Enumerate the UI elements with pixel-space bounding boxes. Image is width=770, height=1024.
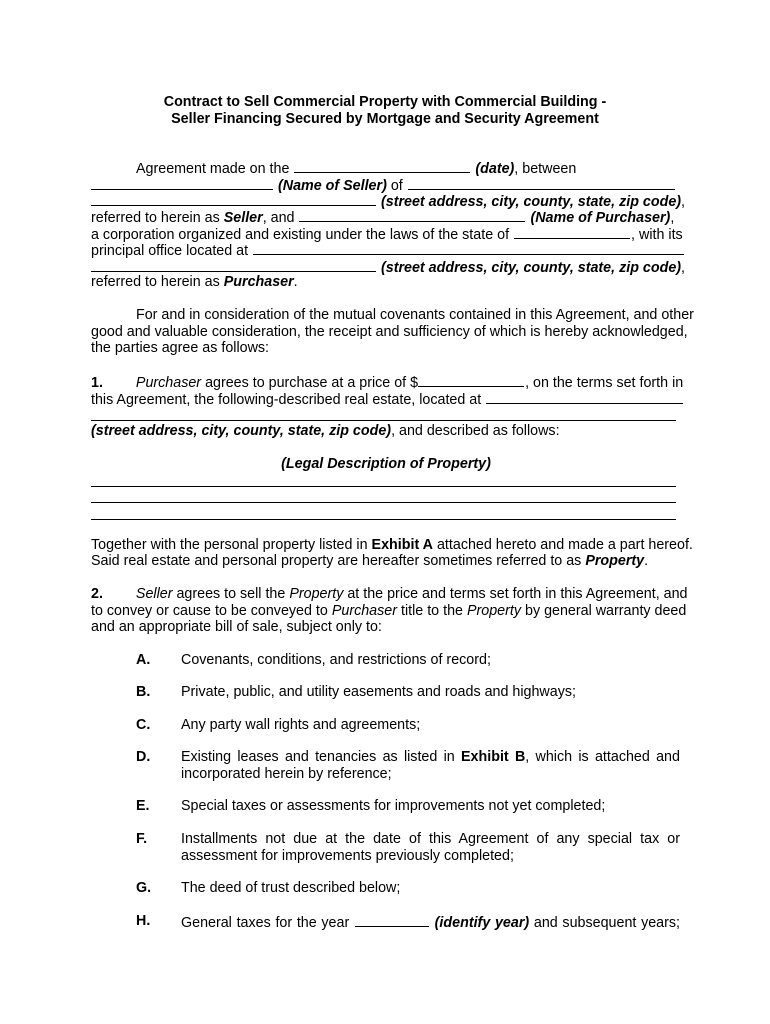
item-a-letter: A. [136, 652, 151, 668]
legal-description-blank-2[interactable] [91, 502, 676, 503]
item-e-letter: E. [136, 798, 150, 814]
document-title-line-1: Contract to Sell Commercial Property with Commercial Building - [163, 94, 607, 110]
intro-line-4: referred to herein as Seller, and (Name of Purchaser), [91, 210, 675, 226]
intro-line-6: principal office located at [91, 241, 681, 260]
item-e-text: Special taxes or assessments for improvements not yet completed; [181, 798, 606, 814]
item-f-text-line-1: Installments not due at the date of this Agreement of any special tax or [181, 831, 680, 847]
item-g-letter: G. [136, 880, 152, 896]
section-2-line-3: and an appropriate bill of sale, subject only to: [91, 619, 382, 635]
principal-office-blank-2[interactable] [91, 258, 376, 272]
item-b-letter: B. [136, 684, 151, 700]
item-h-letter: H. [136, 913, 151, 929]
intro-line-7: (street address, city, county, state, zip code), [91, 258, 681, 277]
section-1-line-1: 1. Purchaser agrees to purchase at a price of $ , on the terms set forth in [91, 375, 684, 391]
item-c-letter: C. [136, 717, 151, 733]
exhibit-b: Exhibit B [461, 749, 526, 765]
location-blank-2[interactable] [91, 420, 676, 421]
intro-line-5: a corporation organized and existing under the laws of the state of , with its [91, 227, 683, 243]
section-1-purchaser: Purchaser [135, 375, 202, 391]
section-2-number: 2. [91, 586, 103, 602]
legal-description-blank-1[interactable] [91, 486, 676, 487]
purchaser-term: Purchaser [223, 274, 294, 290]
year-blank[interactable] [355, 913, 429, 927]
street-address-label-seller: (street address, city, county, state, zip code) [380, 194, 682, 210]
property-term: Property [585, 553, 645, 569]
principal-office-blank-1[interactable] [253, 241, 684, 255]
state-blank[interactable] [514, 225, 630, 239]
purchaser-name-blank[interactable] [299, 208, 525, 222]
intro-line-1: Agreement made on the (date), between [136, 161, 577, 177]
price-blank[interactable] [418, 373, 524, 387]
consideration-line-2: good and valuable consideration, the receipt and sufficiency of which is hereby acknowledged, [91, 324, 688, 340]
intro-line-8: referred to herein as Purchaser. [91, 274, 298, 290]
identify-year-label: (identify year) [434, 915, 530, 931]
item-c-text: Any party wall rights and agreements; [181, 717, 421, 733]
exhibit-a: Exhibit A [371, 537, 433, 553]
intro-line-2: (Name of Seller) of [91, 176, 681, 195]
legal-description-blank-3[interactable] [91, 519, 676, 520]
seller-address-blank-1[interactable] [408, 176, 675, 190]
personal-property-line-1: Together with the personal property listed in Exhibit A attached hereto and made a part hereof. [91, 537, 693, 553]
location-blank-1[interactable] [486, 390, 683, 404]
section-1-number: 1. [91, 375, 103, 391]
item-d-letter: D. [136, 749, 151, 765]
item-f-letter: F. [136, 831, 148, 847]
street-address-label-property: (street address, city, county, state, zip code) [91, 423, 392, 439]
consideration-line-3: the parties agree as follows: [91, 340, 270, 356]
date-label: (date) [475, 161, 515, 177]
item-d-text-line-2: incorporated herein by reference; [181, 766, 392, 782]
seller-name-blank[interactable] [91, 176, 273, 190]
name-of-seller-label: (Name of Seller) [277, 178, 387, 194]
consideration-line-1: For and in consideration of the mutual covenants contained in this Agreement, and other [136, 307, 694, 323]
section-1-line-3: (street address, city, county, state, zip code), and described as follows: [91, 423, 560, 439]
name-of-purchaser-label: (Name of Purchaser) [530, 210, 671, 226]
item-b-text: Private, public, and utility easements and roads and highways; [181, 684, 576, 700]
personal-property-line-2: Said real estate and personal property are hereafter sometimes referred to as Property. [91, 553, 649, 569]
item-a-text: Covenants, conditions, and restrictions of record; [181, 652, 491, 668]
section-1-line-2: this Agreement, the following-described real estate, located at [91, 390, 681, 409]
legal-description-heading: (Legal Description of Property) [281, 456, 491, 472]
item-f-text-line-2: assessment for improvements previously completed; [181, 848, 514, 864]
intro-line-3: (street address, city, county, state, zip code), [91, 192, 681, 211]
date-blank[interactable] [294, 159, 470, 173]
item-h-text: General taxes for the year (identify year) and subsequent years; [181, 915, 680, 931]
street-address-label-purchaser: (street address, city, county, state, zip code) [380, 260, 682, 276]
section-2-seller: Seller [135, 586, 173, 602]
section-2-line-2: to convey or cause to be conveyed to Purchaser title to the Property by general warranty deed [91, 603, 687, 619]
item-d-text-line-1: Existing leases and tenancies as listed in Exhibit B, which is attached and [181, 749, 680, 765]
seller-address-blank-2[interactable] [91, 192, 376, 206]
seller-term: Seller [223, 210, 263, 226]
document-title-line-2: Seller Financing Secured by Mortgage and Security Agreement [171, 111, 599, 127]
item-g-text: The deed of trust described below; [181, 880, 401, 896]
section-2-line-1: 2. Seller agrees to sell the Property at the price and terms set forth in this Agreement, and [91, 586, 688, 602]
